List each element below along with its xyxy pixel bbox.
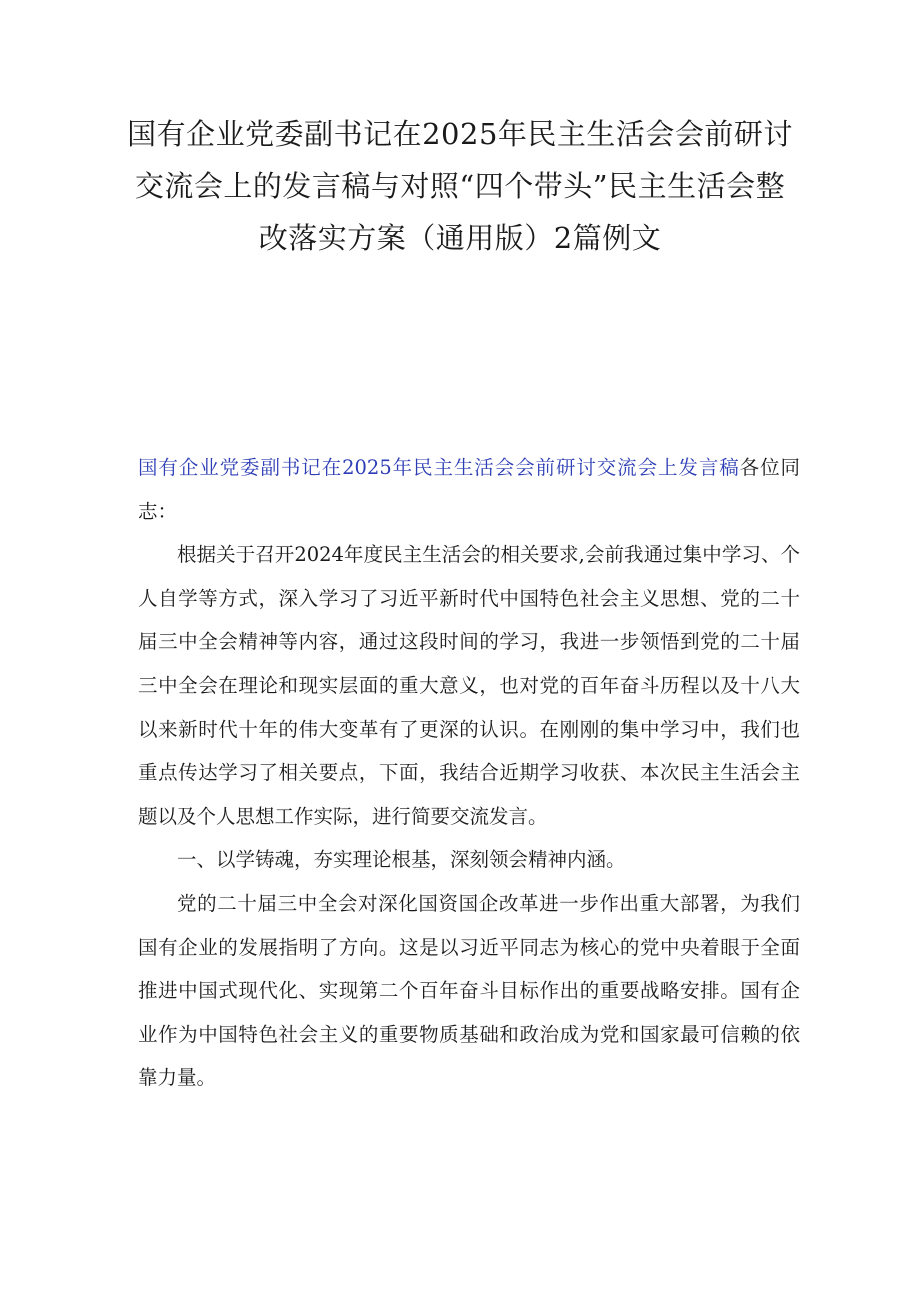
body-paragraph-2: 党的二十届三中全会对深化国资国企改革进一步作出重大部署，为我们国有企业的发展指明了方向。这是以习近平同志为核心的党中央着眼于全面推进中国式现代化、实现第二个百年奋斗目标作出的重要战略安排。国有企业作为中国特色社会主义的重要物质基础和政治成为党和国家最可信赖的依靠力量。 (138, 891, 800, 1090)
document-body (138, 446, 800, 1100)
title-line-2: 交流会上的发言稿与对照“四个带头”民主生活会整 (134, 169, 786, 203)
section-heading-1: 一、以学铸魂，夯实理论根基，深刻领会精神内涵。 (177, 848, 626, 872)
intro-paragraph (138, 446, 800, 533)
body-paragraph-1: 根据关于召开2024年度民主生活会的相关要求,会前我通过集中学习、个人自学等方式，深入学习了习近平新时代中国特色社会主义思想、党的二十届三中全会精神等内容，通过这段时间的学习，我进一步领悟到党的二十届三中全会在理论和现实层面的重大意义，也对党的百年奋斗历程以及十八大以来新时代十年的伟大变革有了更深的认识。在刚刚的集中学习中，我们也重点传达学习了相关要点，下面，我结合近期学习收获、本次民主生活会主题以及个人思想工作实际，进行简要交流发言。 (138, 543, 800, 828)
section-heading-link[interactable]: 国有企业党委副书记在2025年民主生活会会前研讨交流会上发言稿 (138, 456, 740, 479)
document-title (0, 108, 920, 264)
title-line-1: 国有企业党委副书记在2025年民主生活会会前研讨 (127, 117, 793, 151)
title-line-3: 改落实方案（通用版）2篇例文 (258, 221, 662, 255)
salutation: 各位同志： (138, 456, 800, 523)
